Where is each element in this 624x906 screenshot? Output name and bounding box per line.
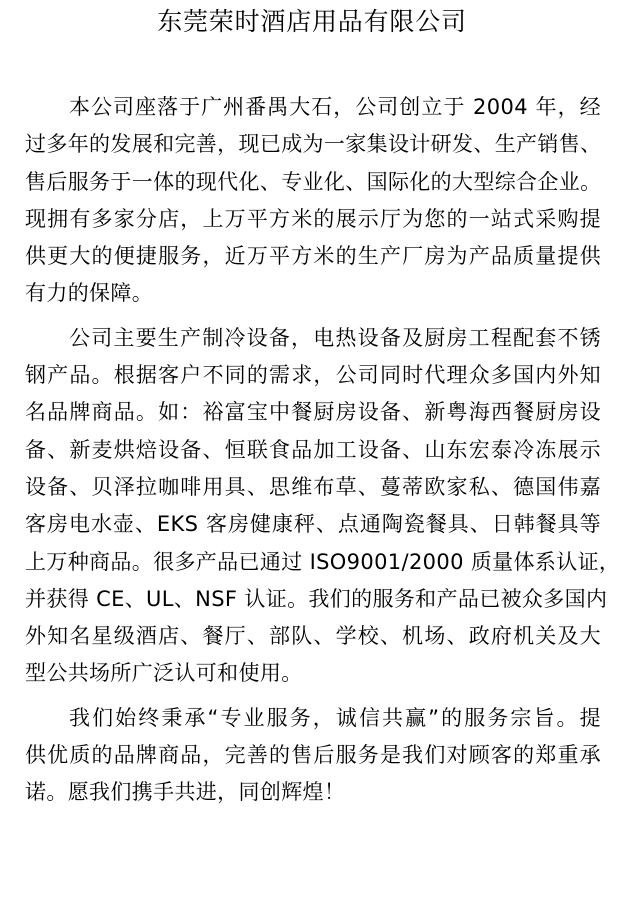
paragraph-spacer: [25, 313, 601, 320]
paragraph-line: 供更大的便捷服务，近万平方米的生产厂房为产品质量提供: [25, 244, 601, 269]
paragraph-line: 客房电水壶、EKS 客房健康秤、点通陶瓷餐具、日韩餐具等: [25, 512, 601, 537]
paragraph-line: 外知名星级酒店、餐厅、部队、学校、机场、政府机关及大: [25, 624, 601, 649]
paragraph-line: 现拥有多家分店，上万平方米的展示厅为您的一站式采购提: [25, 206, 601, 231]
paragraph-line: 有力的保障。: [25, 281, 154, 306]
paragraph-company-intro: [25, 89, 601, 313]
document-body: [25, 89, 621, 812]
paragraph-line: 名品牌商品。如：裕富宝中餐厨房设备、新粤海西餐厨房设: [25, 400, 601, 425]
paragraph-line: 售后服务于一体的现代化、专业化、国际化的大型综合企业。: [25, 169, 602, 194]
paragraph-line: 钢产品。根据客户不同的需求，公司同时代理众多国内外知: [25, 363, 601, 388]
paragraph-line: 过多年的发展和完善，现已成为一家集设计研发、生产销售、: [25, 132, 602, 157]
paragraph-service-philosophy: [25, 700, 601, 812]
paragraph-line: 并获得 CE、UL、NSF 认证。我们的服务和产品已被众多国内: [25, 586, 608, 611]
paragraph-line: 设备、贝泽拉咖啡用具、思维布草、蔓蒂欧家私、德国伟嘉: [25, 474, 601, 499]
paragraph-spacer: [25, 693, 601, 700]
paragraph-line: 备、新麦烘焙设备、恒联食品加工设备、山东宏泰冷冻展示: [25, 437, 601, 462]
paragraph-line: 我们始终秉承“专业服务，诚信共赢”的服务宗旨。提: [69, 705, 601, 730]
paragraph-line: 诺。愿我们携手共进，同创辉煌！: [25, 780, 346, 805]
paragraph-line: 公司主要生产制冷设备，电热设备及厨房工程配套不锈: [69, 325, 601, 350]
paragraph-products: [25, 320, 621, 693]
paragraph-line: 供优质的品牌商品，完善的售后服务是我们对顾客的郑重承: [25, 743, 601, 768]
document-title: 东莞荣时酒店用品有限公司: [157, 7, 467, 36]
paragraph-line: 本公司座落于广州番禺大石，公司创立于 2004 年，经: [69, 95, 601, 119]
paragraph-line: 上万种商品。很多产品已通过 ISO9001/2000 质量体系认证，: [25, 549, 621, 574]
paragraph-line: 型公共场所广泛认可和使用。: [25, 661, 303, 686]
